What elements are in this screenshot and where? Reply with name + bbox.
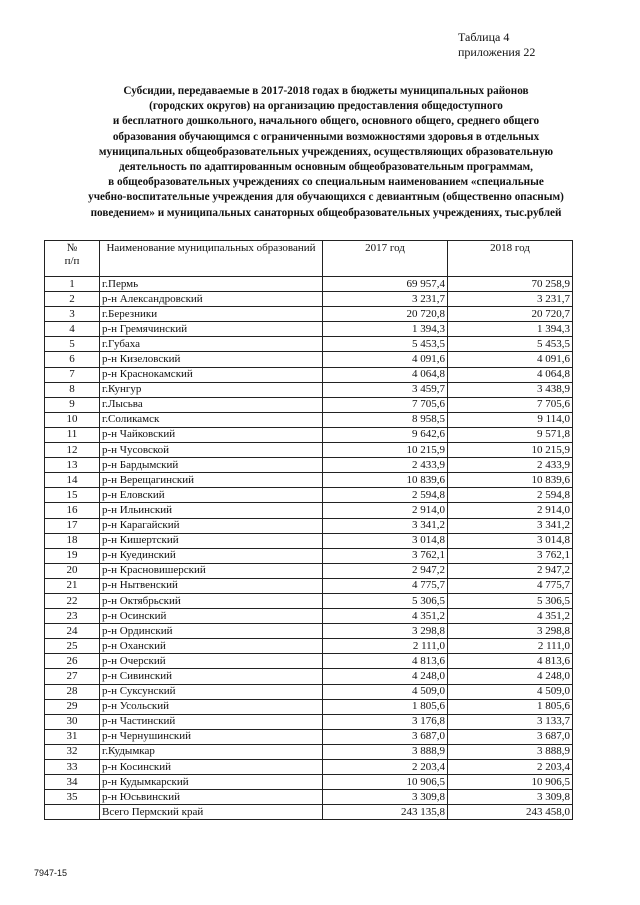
value-2017: 3 341,2 <box>323 518 448 533</box>
table-row <box>45 729 573 744</box>
value-2017: 4 091,6 <box>323 352 448 367</box>
value-2017: 3 762,1 <box>323 548 448 563</box>
municipality-name: р-н Кудымкарский <box>100 775 323 790</box>
municipality-name: г.Березники <box>100 307 323 322</box>
value-2017: 3 176,8 <box>323 714 448 729</box>
value-2018: 3 298,8 <box>448 624 573 639</box>
table-row <box>45 443 573 458</box>
table-row <box>45 367 573 382</box>
title-line: поведением» и муниципальных санаторных общеобразовательных учреждениях, тыс.рублей <box>90 206 562 219</box>
value-2017: 20 720,8 <box>323 307 448 322</box>
value-2017: 10 839,6 <box>323 473 448 488</box>
value-2017: 2 947,2 <box>323 563 448 578</box>
row-number: 30 <box>45 714 100 729</box>
municipality-name: р-н Нытвенский <box>100 578 323 593</box>
municipality-name: р-н Бардымский <box>100 458 323 473</box>
municipality-name: р-н Сивинский <box>100 669 323 684</box>
table-row <box>45 639 573 654</box>
table-row <box>45 473 573 488</box>
table-row <box>45 654 573 669</box>
table-row <box>45 624 573 639</box>
value-2017: 3 459,7 <box>323 382 448 397</box>
table-row <box>45 458 573 473</box>
municipality-name: р-н Кишертский <box>100 533 323 548</box>
table-row <box>45 760 573 775</box>
table-row <box>45 397 573 412</box>
value-2017: 2 914,0 <box>323 503 448 518</box>
table-body <box>45 277 573 805</box>
title-line: (городских округов) на организацию предоставления общедоступного <box>149 100 503 113</box>
total-row <box>45 805 573 820</box>
municipality-name: р-н Оханский <box>100 639 323 654</box>
row-number: 33 <box>45 760 100 775</box>
value-2018: 3 762,1 <box>448 548 573 563</box>
row-number: 8 <box>45 382 100 397</box>
value-2018: 3 231,7 <box>448 292 573 307</box>
municipality-name: г.Губаха <box>100 337 323 352</box>
header-2018: 2018 год <box>448 241 573 277</box>
value-2018: 2 203,4 <box>448 760 573 775</box>
value-2017: 4 248,0 <box>323 669 448 684</box>
municipality-name: р-н Еловский <box>100 488 323 503</box>
row-number: 18 <box>45 533 100 548</box>
table-row <box>45 337 573 352</box>
value-2018: 9 114,0 <box>448 412 573 427</box>
value-2017: 3 309,8 <box>323 790 448 805</box>
municipality-name: г.Лысьва <box>100 397 323 412</box>
value-2018: 3 341,2 <box>448 518 573 533</box>
table-row <box>45 488 573 503</box>
value-2018: 10 906,5 <box>448 775 573 790</box>
row-number: 4 <box>45 322 100 337</box>
value-2018: 2 111,0 <box>448 639 573 654</box>
value-2018: 2 433,9 <box>448 458 573 473</box>
document-title <box>40 84 612 221</box>
municipality-name: г.Пермь <box>100 277 323 292</box>
municipality-name: р-н Чайковский <box>100 427 323 442</box>
header-name: Наименование муниципальных образований <box>100 241 323 277</box>
municipality-name: р-н Карагайский <box>100 518 323 533</box>
row-number: 14 <box>45 473 100 488</box>
total-label: Всего Пермский край <box>100 805 323 820</box>
title-line: муниципальных общеобразовательных учреждениях, осуществляющих образовательную <box>98 145 554 158</box>
municipality-name: р-н Частинский <box>100 714 323 729</box>
value-2018: 70 258,9 <box>448 277 573 292</box>
municipality-name: р-н Усольский <box>100 699 323 714</box>
municipality-name: р-н Ильинский <box>100 503 323 518</box>
title-line: деятельность по адаптированным основным общеобразовательным программам, <box>119 161 533 174</box>
appendix-reference: приложения 22 <box>458 45 536 59</box>
table-row <box>45 593 573 608</box>
municipality-name: р-н Красновишерский <box>100 563 323 578</box>
value-2018: 4 064,8 <box>448 367 573 382</box>
table-row <box>45 533 573 548</box>
row-number: 16 <box>45 503 100 518</box>
municipality-name: р-н Александровский <box>100 292 323 307</box>
table-row <box>45 503 573 518</box>
value-2018: 1 394,3 <box>448 322 573 337</box>
row-number: 9 <box>45 397 100 412</box>
value-2017: 3 298,8 <box>323 624 448 639</box>
row-number: 23 <box>45 609 100 624</box>
subsidy-table <box>44 240 573 820</box>
value-2018: 2 947,2 <box>448 563 573 578</box>
value-2018: 4 813,6 <box>448 654 573 669</box>
value-2018: 10 215,9 <box>448 443 573 458</box>
value-2017: 1 805,6 <box>323 699 448 714</box>
table-reference <box>458 30 535 60</box>
row-number: 25 <box>45 639 100 654</box>
table-row <box>45 714 573 729</box>
municipality-name: р-н Чусовской <box>100 443 323 458</box>
value-2017: 10 215,9 <box>323 443 448 458</box>
value-2017: 10 906,5 <box>323 775 448 790</box>
value-2018: 1 805,6 <box>448 699 573 714</box>
table-row <box>45 669 573 684</box>
table-row <box>45 744 573 759</box>
row-number: 26 <box>45 654 100 669</box>
value-2017: 5 306,5 <box>323 593 448 608</box>
row-number: 35 <box>45 790 100 805</box>
row-number: 17 <box>45 518 100 533</box>
municipality-name: р-н Краснокамский <box>100 367 323 382</box>
row-number: 5 <box>45 337 100 352</box>
total-2017: 243 135,8 <box>323 805 448 820</box>
value-2018: 3 888,9 <box>448 744 573 759</box>
value-2018: 2 914,0 <box>448 503 573 518</box>
row-number: 6 <box>45 352 100 367</box>
row-number: 34 <box>45 775 100 790</box>
title-line: образования обучающимся с ограниченными возможностями здоровья в отдельных <box>112 130 540 143</box>
title-line: Субсидии, передаваемые в 2017-2018 годах в бюджеты муниципальных районов <box>123 85 529 97</box>
header-number-abbr: п/п <box>64 255 80 267</box>
value-2018: 3 014,8 <box>448 533 573 548</box>
table-row <box>45 775 573 790</box>
total-number-cell <box>45 805 100 820</box>
value-2018: 3 687,0 <box>448 729 573 744</box>
table-row <box>45 699 573 714</box>
value-2018: 3 133,7 <box>448 714 573 729</box>
value-2017: 2 111,0 <box>323 639 448 654</box>
value-2017: 1 394,3 <box>323 322 448 337</box>
table-row <box>45 563 573 578</box>
row-number: 1 <box>45 277 100 292</box>
municipality-name: р-н Осинский <box>100 609 323 624</box>
table-row <box>45 277 573 292</box>
header-row <box>45 241 573 277</box>
table-row <box>45 322 573 337</box>
value-2018: 3 438,9 <box>448 382 573 397</box>
value-2018: 9 571,8 <box>448 427 573 442</box>
value-2018: 2 594,8 <box>448 488 573 503</box>
row-number: 31 <box>45 729 100 744</box>
table-header <box>45 241 573 277</box>
value-2017: 4 775,7 <box>323 578 448 593</box>
row-number: 21 <box>45 578 100 593</box>
header-2017: 2017 год <box>323 241 448 277</box>
row-number: 3 <box>45 307 100 322</box>
municipality-name: г.Кудымкар <box>100 744 323 759</box>
table-row <box>45 427 573 442</box>
value-2017: 69 957,4 <box>323 277 448 292</box>
value-2018: 4 351,2 <box>448 609 573 624</box>
row-number: 2 <box>45 292 100 307</box>
table-row <box>45 790 573 805</box>
table-footer <box>45 805 573 820</box>
document-code: 7947-15 <box>34 868 68 878</box>
value-2017: 2 594,8 <box>323 488 448 503</box>
table-number: Таблица 4 <box>458 30 510 44</box>
row-number: 15 <box>45 488 100 503</box>
value-2017: 4 064,8 <box>323 367 448 382</box>
municipality-name: р-н Юсьвинский <box>100 790 323 805</box>
municipality-name: р-н Суксунский <box>100 684 323 699</box>
row-number: 11 <box>45 427 100 442</box>
municipality-name: р-н Ординский <box>100 624 323 639</box>
row-number: 20 <box>45 563 100 578</box>
value-2018: 4 775,7 <box>448 578 573 593</box>
title-line: и бесплатного дошкольного, начального общего, основного общего, среднего общего <box>112 115 540 128</box>
header-number <box>45 241 100 277</box>
title-line: в общеобразовательных учреждениях со специальным наименованием «специальные <box>108 176 544 189</box>
value-2017: 4 351,2 <box>323 609 448 624</box>
municipality-name: г.Кунгур <box>100 382 323 397</box>
row-number: 27 <box>45 669 100 684</box>
value-2017: 3 014,8 <box>323 533 448 548</box>
value-2018: 5 306,5 <box>448 593 573 608</box>
row-number: 19 <box>45 548 100 563</box>
value-2018: 5 453,5 <box>448 337 573 352</box>
table-row <box>45 307 573 322</box>
value-2017: 2 433,9 <box>323 458 448 473</box>
value-2018: 4 248,0 <box>448 669 573 684</box>
value-2017: 5 453,5 <box>323 337 448 352</box>
table-row <box>45 518 573 533</box>
municipality-name: р-н Октябрьский <box>100 593 323 608</box>
value-2018: 20 720,7 <box>448 307 573 322</box>
value-2017: 3 687,0 <box>323 729 448 744</box>
table-row <box>45 548 573 563</box>
row-number: 7 <box>45 367 100 382</box>
header-number-sign: № <box>66 242 78 254</box>
value-2017: 9 642,6 <box>323 427 448 442</box>
row-number: 10 <box>45 412 100 427</box>
row-number: 32 <box>45 744 100 759</box>
row-number: 24 <box>45 624 100 639</box>
total-2018: 243 458,0 <box>448 805 573 820</box>
value-2018: 7 705,6 <box>448 397 573 412</box>
row-number: 22 <box>45 593 100 608</box>
municipality-name: р-н Чернушинский <box>100 729 323 744</box>
value-2018: 10 839,6 <box>448 473 573 488</box>
row-number: 13 <box>45 458 100 473</box>
table-row <box>45 382 573 397</box>
municipality-name: р-н Куединский <box>100 548 323 563</box>
municipality-name: р-н Верещагинский <box>100 473 323 488</box>
title-line: учебно-воспитательные учреждения для обучающихся с девиантным (общественно опасным) <box>88 191 564 204</box>
municipality-name: р-н Гремячинский <box>100 322 323 337</box>
value-2018: 4 091,6 <box>448 352 573 367</box>
table-row <box>45 578 573 593</box>
municipality-name: р-н Кизеловский <box>100 352 323 367</box>
row-number: 29 <box>45 699 100 714</box>
value-2017: 4 509,0 <box>323 684 448 699</box>
table-row <box>45 352 573 367</box>
table-row <box>45 412 573 427</box>
table-row <box>45 684 573 699</box>
value-2018: 3 309,8 <box>448 790 573 805</box>
row-number: 28 <box>45 684 100 699</box>
row-number: 12 <box>45 443 100 458</box>
value-2018: 4 509,0 <box>448 684 573 699</box>
municipality-name: р-н Очерский <box>100 654 323 669</box>
value-2017: 7 705,6 <box>323 397 448 412</box>
value-2017: 3 231,7 <box>323 292 448 307</box>
municipality-name: г.Соликамск <box>100 412 323 427</box>
table-row <box>45 292 573 307</box>
municipality-name: р-н Косинский <box>100 760 323 775</box>
value-2017: 4 813,6 <box>323 654 448 669</box>
value-2017: 3 888,9 <box>323 744 448 759</box>
value-2017: 8 958,5 <box>323 412 448 427</box>
table-row <box>45 609 573 624</box>
value-2017: 2 203,4 <box>323 760 448 775</box>
